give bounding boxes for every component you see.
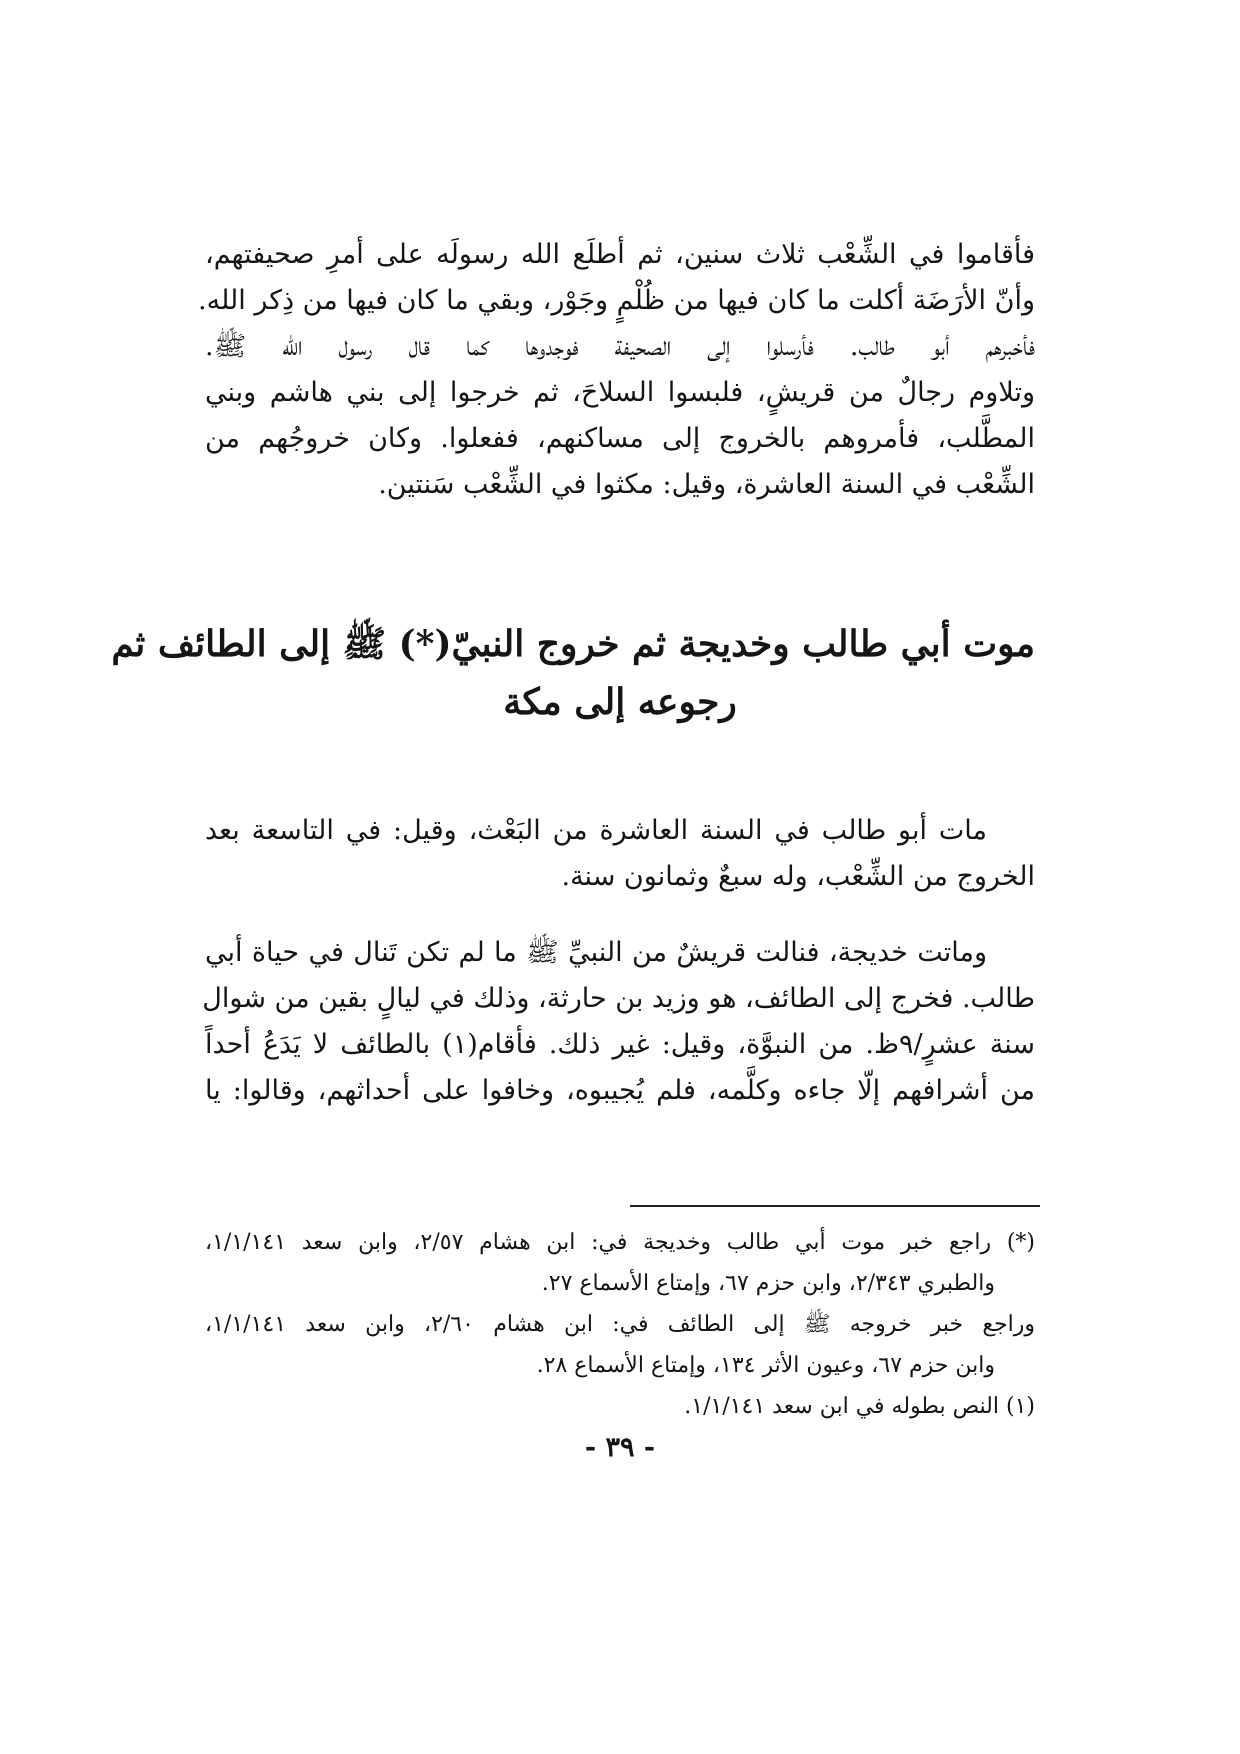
- text-line: الخروج من الشِّعْب، وله سبعٌ وثمانون سنة.: [561, 861, 1035, 892]
- text-line: من أشرافهم إلّا جاءه وكلَّمه، فلم يُجيبوه، وخافوا على أحداثهم، وقالوا: يا: [205, 1075, 1035, 1106]
- footnote-item: [205, 1386, 1035, 1427]
- intro-paragraph: [198, 232, 1035, 508]
- section-heading: [111, 615, 1035, 731]
- text-line: الشِّعْب في السنة العاشرة، وقيل: مكثوا في الشِّعْب سَنتين.: [378, 469, 1035, 500]
- text-line: وماتت خديجة، فنالت قريشٌ من النبيِّ ﷺ ما لم تكن تَنال في حياة أبي: [205, 937, 987, 968]
- text-line: وأنّ الأرَضَة أكلت ما كان فيها من ظُلْمٍ وجَوْر، وبقي ما كان فيها من ذِكر الله.: [198, 285, 1035, 316]
- footnote-line: (*) راجع خبر موت أبي طالب وخديجة في: ابن هشام ٢/٥٧، وابن سعد ١/١/١٤١،: [205, 1230, 1035, 1255]
- footnote-item: [205, 1304, 1035, 1386]
- footnotes: [205, 1222, 1035, 1427]
- text-line: المطَّلب، فأمروهم بالخروج إلى مساكنهم، ففعلوا. وكان خروجُهم من: [205, 423, 1035, 454]
- footnote-line: (١) النص بطوله في ابن سعد ١/١/١٤١.: [684, 1394, 1035, 1419]
- footnote-line: وراجع خبر خروجه ﷺ إلى الطائف في: ابن هشام ٢/٦٠، وابن سعد ١/١/١٤١،: [205, 1312, 1036, 1337]
- body-paragraph-2: [202, 930, 1035, 1114]
- text-line: سنة عشرٍ/٩ظ. من النبوَّة، وقيل: غير ذلك. فأقام(١) بالطائف لا يَدَعُ أحداً: [205, 1029, 1035, 1060]
- footnote-line: وابن حزم ٦٧، وعيون الأثر ١٣٤، وإمتاع الأسماع ٢٨.: [536, 1353, 995, 1378]
- text-line: وتلاوم رجالٌ من قريشٍ، فلبسوا السلاحَ، ثم خرجوا إلى بني هاشم وبني: [205, 377, 1035, 408]
- footnote-divider: [630, 1205, 1040, 1207]
- heading-line: رجوعه إلى مكة: [503, 681, 737, 723]
- text-line: مات أبو طالب في السنة العاشرة من البَعْث، وقيل: في التاسعة بعد: [205, 815, 987, 846]
- footnote-item: [205, 1222, 1035, 1304]
- body-paragraph-1: [205, 808, 1035, 900]
- heading-line: موت أبي طالب وخديجة ثم خروج النبيّ(*) ﷺ إلى الطائف ثم: [111, 623, 1035, 665]
- text-line: طالب. فخرج إلى الطائف، هو وزيد بن حارثة، وذلك في ليالٍ بقين من شوال: [202, 983, 1035, 1014]
- page-number: - ٣٩ -: [584, 1432, 656, 1463]
- text-line: فأخبرهم أبو طالب. فأرسلوا إلى الصحيفة فوجدوها كما قال رسول الله ﷺ.: [205, 331, 1035, 362]
- footnote-line: والطبري ٢/٣٤٣، وابن حزم ٦٧، وإمتاع الأسماع ٢٧.: [541, 1271, 995, 1296]
- text-line: فأقاموا في الشِّعْب ثلاث سنين، ثم أطلَع الله رسولَه على أمرِ صحيفتهم،: [205, 239, 1035, 270]
